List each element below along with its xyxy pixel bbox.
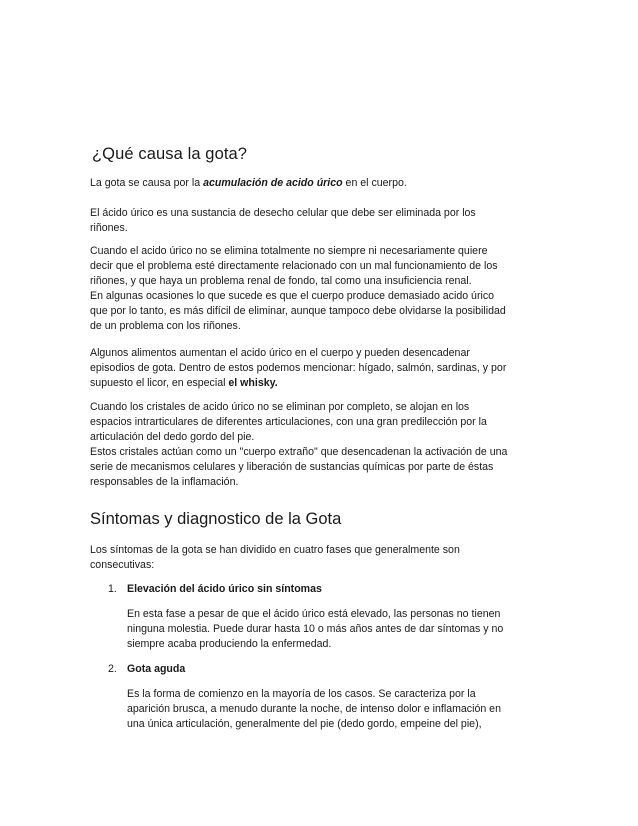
text-line: una única articulación, generalmente del pie (dedo gordo, empeine del pie), [127, 718, 482, 730]
text-line: aparición brusca, a menudo durante la noche, de intenso dolor e inflamación en [127, 703, 501, 715]
text-line: de un problema con los riñones. [90, 320, 241, 332]
list-item-body [127, 607, 537, 652]
text-line: ninguna molestia. Puede durar hasta 10 o más años antes de dar síntomas y no [127, 623, 504, 635]
text-line: riñones. [90, 222, 128, 234]
paragraph-symptoms-intro [90, 543, 530, 573]
section-title-causes: ¿Qué causa la gota? [92, 145, 248, 163]
text-line: Cuando el acido úrico no se elimina totalmente no siempre ni necesariamente quiere [90, 245, 488, 257]
text-line: El ácido úrico es una sustancia de desecho celular que debe ser eliminada por los [90, 207, 476, 219]
text-line: responsables de la inflamación. [90, 476, 239, 488]
text-line: articulación del dedo gordo del pie. [90, 431, 255, 443]
text-line: siempre acaba produciendo la enfermedad. [127, 638, 332, 650]
text-line: que por lo tanto, es más difícil de eliminar, aunque tampoco debe olvidarse la posibilidad [90, 305, 506, 317]
text-line: episodios de gota. Dentro de estos podemos mencionar: hígado, salmón, sardinas, y por [90, 362, 507, 374]
text-line: En algunas ocasiones lo que sucede es que el cuerpo produce demasiado acido úrico [90, 290, 495, 302]
intro-text-before: La gota se causa por la [90, 177, 204, 189]
text-line: espacios intrarticulares de diferentes articulaciones, con una gran predilección por la [90, 416, 487, 428]
text-line: serie de mecanismos celulares y liberación de sustancias químicas por parte de éstas [90, 461, 494, 473]
list-item-body [127, 687, 537, 732]
section-title-symptoms: Síntomas y diagnostico de la Gota [90, 510, 342, 528]
list-item-number: 2. [108, 663, 117, 675]
intro-text-after: en el cuerpo. [342, 177, 407, 189]
foods-whisky-bold: el whisky. [228, 377, 278, 389]
text-line [90, 376, 530, 391]
text-line: riñones, y que haya un problema renal de fondo, tal como una insuficiencia renal. [90, 275, 472, 287]
foods-last-text: supuesto el licor, en especial [90, 377, 229, 389]
paragraph-crystals [90, 400, 530, 490]
text-line: decir que el problema esté directamente relacionado con un mal funcionamiento de los [90, 260, 498, 272]
list-item-title: Elevación del ácido úrico sin síntomas [127, 583, 322, 595]
intro-emphasis: acumulación de acido úrico [203, 177, 343, 189]
text-line: Es la forma de comienzo en la mayoría de los casos. Se caracteriza por la [127, 688, 476, 700]
paragraph-intro [90, 176, 530, 191]
list-item-number: 1. [108, 583, 117, 595]
paragraph-elimination [90, 244, 530, 334]
text-line: consecutivas: [90, 559, 155, 571]
text-line: Estos cristales actúan como un "cuerpo extraño" que desencadenan la activación de una [90, 446, 508, 458]
text-line: Los síntomas de la gota se han dividido en cuatro fases que generalmente son [90, 544, 460, 556]
list-item-title: Gota aguda [127, 663, 186, 675]
text-line: En esta fase a pesar de que el ácido úrico está elevado, las personas no tienen [127, 608, 501, 620]
text-line: Cuando los cristales de acido úrico no se eliminan por completo, se alojan en los [90, 401, 470, 413]
paragraph-foods [90, 346, 530, 391]
paragraph-uric-acid [90, 206, 530, 236]
text-line: Algunos alimentos aumentan el acido úrico en el cuerpo y pueden desencadenar [90, 347, 470, 359]
